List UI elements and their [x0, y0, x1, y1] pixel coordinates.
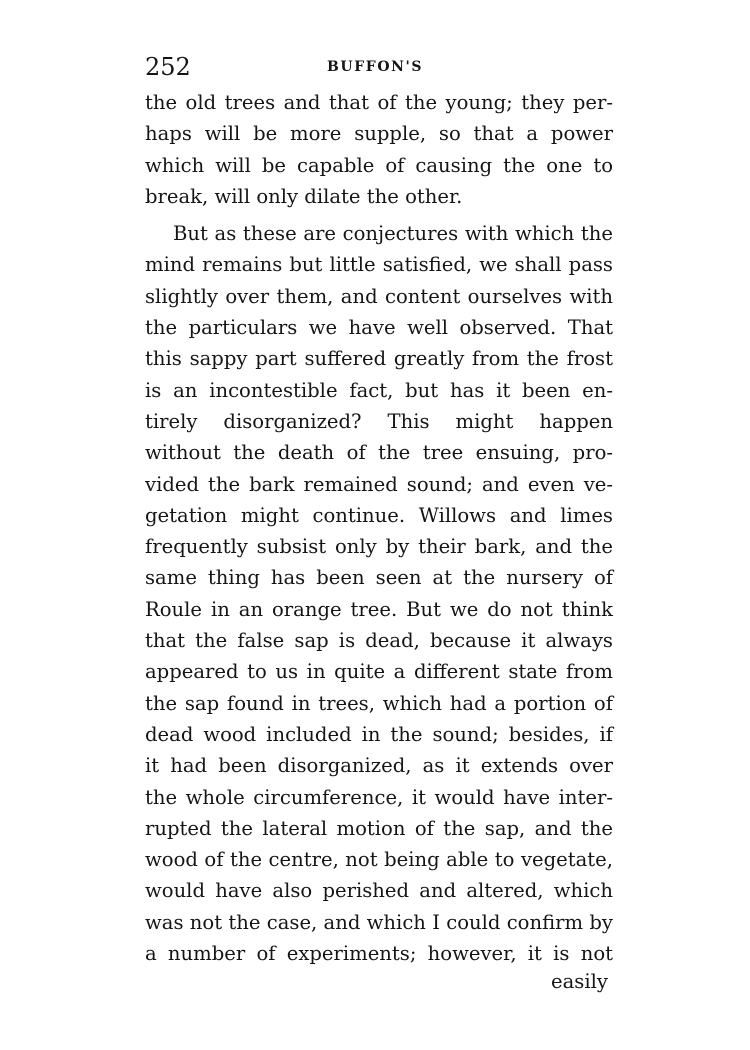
text-line: dead wood included in the sound; besides, if [145, 722, 613, 746]
text-line: Roule in an orange tree. But we do not think [145, 597, 613, 621]
text-line: is an incontestible fact, but has it been en- [145, 378, 613, 402]
text-line: wood of the centre, not being able to vegetate, [145, 848, 613, 872]
text-line: mind remains but little satisfied, we shall pass [145, 253, 613, 277]
text-line: vided the bark remained sound; and even ve- [145, 472, 613, 496]
text-line: But as these are conjectures with which the [173, 222, 613, 246]
text-line: haps will be more supple, so that a power [145, 122, 613, 146]
text-line: rupted the lateral motion of the sap, and the [145, 816, 613, 840]
page-number: 252 [145, 53, 191, 81]
text-line: break, will only dilate the other. [145, 184, 463, 208]
text-line: that the false sap is dead, because it always [145, 629, 613, 653]
text-line: the particulars we have well observed. That [145, 316, 613, 340]
text-line: the old trees and that of the young; they per- [145, 91, 613, 114]
text-line: which will be capable of causing the one to [145, 153, 613, 177]
text-line: frequently subsist only by their bark, and the [145, 535, 613, 559]
text-line: this sappy part suffered greatly from the frost [145, 347, 613, 371]
text-line: would have also perished and altered, which [145, 879, 613, 903]
text-line: getation might continue. Willows and limes [145, 503, 613, 527]
text-line: a number of experiments; however, it is not [145, 942, 613, 966]
text-line: tirely disorganized? This might happen [145, 409, 613, 433]
text-line: it had been disorganized, as it extends over [145, 754, 613, 778]
text-line: the whole circumference, it would have inter- [145, 785, 613, 809]
text-line: slightly over them, and content ourselves with [145, 284, 613, 308]
running-head: BUFFON'S [327, 59, 424, 75]
text-line: appeared to us in quite a different state from [145, 660, 613, 684]
text-line: without the death of the tree ensuing, pro- [145, 441, 613, 465]
text-line: the sap found in trees, which had a portion of [145, 691, 613, 715]
catchword: easily [551, 970, 608, 993]
text-line: same thing has been seen at the nursery of [145, 566, 613, 590]
text-line: was not the case, and which I could confirm by [145, 910, 613, 934]
page-header [145, 50, 615, 84]
body-text [145, 87, 613, 969]
